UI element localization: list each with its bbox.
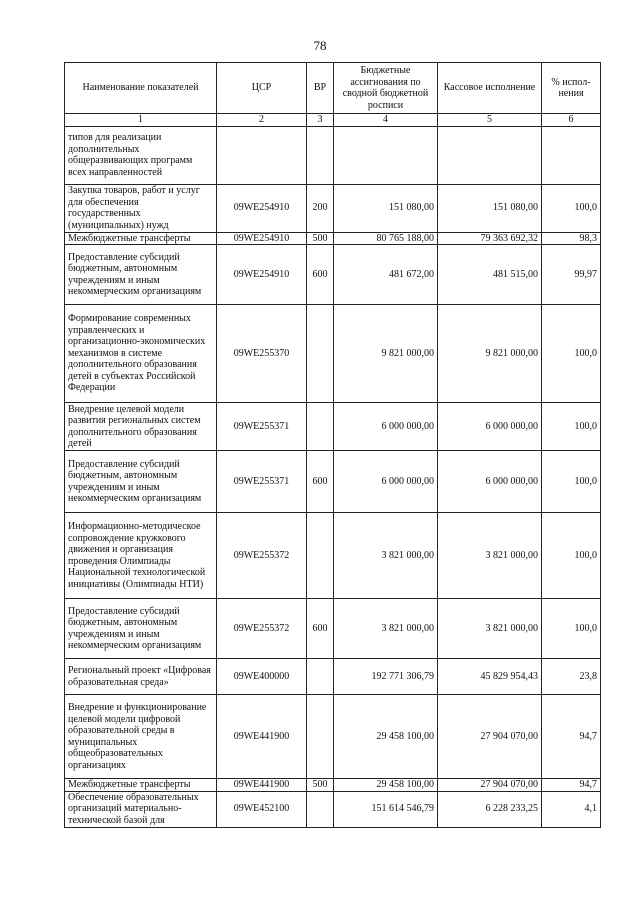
table-row <box>65 659 601 695</box>
table-row <box>65 451 601 513</box>
row-csr: 09WE452100 <box>217 791 307 827</box>
row-cash: 9 821 000,00 <box>438 305 542 403</box>
row-vr <box>307 791 334 827</box>
row-csr: 09WE400000 <box>217 659 307 695</box>
table-row <box>65 513 601 599</box>
row-name: Межбюджетные трансферты <box>65 779 217 792</box>
row-percent: 100,0 <box>542 513 601 599</box>
row-allocation: 3 821 000,00 <box>334 599 438 659</box>
row-csr: 09WE254910 <box>217 184 307 232</box>
row-allocation: 192 771 306,79 <box>334 659 438 695</box>
row-percent: 94,7 <box>542 779 601 792</box>
table-row <box>65 245 601 305</box>
row-csr: 09WE255371 <box>217 451 307 513</box>
row-vr <box>307 695 334 779</box>
row-percent <box>542 126 601 184</box>
row-csr: 09WE254910 <box>217 232 307 245</box>
row-vr: 500 <box>307 779 334 792</box>
row-cash: 3 821 000,00 <box>438 599 542 659</box>
row-allocation: 151 080,00 <box>334 184 438 232</box>
row-vr <box>307 305 334 403</box>
page-number: 78 <box>313 38 327 53</box>
row-name: Информационно-методическое сопровождение кружкового движения и организация проведения Олимпиады Национальной технологической инициативы (Олимпиады НТИ) <box>65 513 217 599</box>
row-percent: 100,0 <box>542 599 601 659</box>
row-csr: 09WE255370 <box>217 305 307 403</box>
row-allocation: 6 000 000,00 <box>334 403 438 451</box>
column-number: 4 <box>334 114 438 127</box>
row-csr <box>217 126 307 184</box>
row-percent: 100,0 <box>542 305 601 403</box>
row-name: типов для реализации дополнительных общеразвивающих программ всех направленностей <box>65 126 217 184</box>
row-name: Обеспечение образовательных организаций материально-технической базой для <box>65 791 217 827</box>
row-vr: 600 <box>307 599 334 659</box>
row-vr <box>307 403 334 451</box>
table-row <box>65 232 601 245</box>
row-vr: 500 <box>307 232 334 245</box>
row-cash <box>438 126 542 184</box>
table-row <box>65 184 601 232</box>
row-name: Внедрение целевой модели развития региональных систем дополнительного образования детей <box>65 403 217 451</box>
row-cash: 79 363 692,32 <box>438 232 542 245</box>
row-percent: 99,97 <box>542 245 601 305</box>
row-name: Внедрение и функционирование целевой модели цифровой образовательной среды в муниципальных общеобразовательных организациях <box>65 695 217 779</box>
row-name: Региональный проект «Цифровая образовательная среда» <box>65 659 217 695</box>
row-percent: 98,3 <box>542 232 601 245</box>
table-row <box>65 403 601 451</box>
column-number: 6 <box>542 114 601 127</box>
row-allocation: 151 614 546,79 <box>334 791 438 827</box>
row-csr: 09WE254910 <box>217 245 307 305</box>
row-allocation: 3 821 000,00 <box>334 513 438 599</box>
column-number: 2 <box>217 114 307 127</box>
header-name: Наименование показателей <box>65 63 217 114</box>
row-percent: 94,7 <box>542 695 601 779</box>
budget-execution-table <box>64 62 601 828</box>
row-percent: 100,0 <box>542 403 601 451</box>
row-csr: 09WE441900 <box>217 695 307 779</box>
header-row <box>65 63 601 114</box>
row-csr: 09WE255371 <box>217 403 307 451</box>
row-name: Формирование современных управленческих и организационно-экономических механизмов в системе дополнительного образования детей в субъектах Российской Федерации <box>65 305 217 403</box>
row-cash: 27 904 070,00 <box>438 695 542 779</box>
table-row <box>65 126 601 184</box>
row-name: Предоставление субсидий бюджетным, автономным учреждениям и иным некоммерческим организациям <box>65 245 217 305</box>
row-allocation: 29 458 100,00 <box>334 695 438 779</box>
row-cash: 27 904 070,00 <box>438 779 542 792</box>
row-name: Межбюджетные трансферты <box>65 232 217 245</box>
table-row <box>65 305 601 403</box>
header-cash: Кассовое исполнение <box>438 63 542 114</box>
row-cash: 151 080,00 <box>438 184 542 232</box>
header-percent: % испол-нения <box>542 63 601 114</box>
row-allocation: 9 821 000,00 <box>334 305 438 403</box>
row-percent: 100,0 <box>542 451 601 513</box>
table-row <box>65 599 601 659</box>
header-csr: ЦСР <box>217 63 307 114</box>
table-row <box>65 695 601 779</box>
row-allocation <box>334 126 438 184</box>
column-number: 1 <box>65 114 217 127</box>
row-allocation: 481 672,00 <box>334 245 438 305</box>
row-vr <box>307 126 334 184</box>
row-allocation: 6 000 000,00 <box>334 451 438 513</box>
row-csr: 09WE255372 <box>217 513 307 599</box>
row-cash: 3 821 000,00 <box>438 513 542 599</box>
row-name: Закупка товаров, работ и услуг для обеспечения государственных (муниципальных) нужд <box>65 184 217 232</box>
row-vr: 600 <box>307 451 334 513</box>
row-cash: 6 000 000,00 <box>438 451 542 513</box>
row-csr: 09WE441900 <box>217 779 307 792</box>
row-cash: 6 000 000,00 <box>438 403 542 451</box>
table-row <box>65 791 601 827</box>
column-number-row <box>65 114 601 127</box>
row-csr: 09WE255372 <box>217 599 307 659</box>
row-vr: 600 <box>307 245 334 305</box>
row-cash: 6 228 233,25 <box>438 791 542 827</box>
row-cash: 45 829 954,43 <box>438 659 542 695</box>
column-number: 3 <box>307 114 334 127</box>
row-allocation: 29 458 100,00 <box>334 779 438 792</box>
row-vr: 200 <box>307 184 334 232</box>
header-allocations: Бюджетные ассигнования по сводной бюджетной росписи <box>334 63 438 114</box>
row-name: Предоставление субсидий бюджетным, автономным учреждениям и иным некоммерческим организациям <box>65 599 217 659</box>
row-cash: 481 515,00 <box>438 245 542 305</box>
table-row <box>65 779 601 792</box>
column-number: 5 <box>438 114 542 127</box>
row-percent: 100,0 <box>542 184 601 232</box>
row-percent: 4,1 <box>542 791 601 827</box>
row-name: Предоставление субсидий бюджетным, автономным учреждениям и иным некоммерческим организациям <box>65 451 217 513</box>
header-vr: ВР <box>307 63 334 114</box>
row-vr <box>307 513 334 599</box>
row-vr <box>307 659 334 695</box>
row-percent: 23,8 <box>542 659 601 695</box>
row-allocation: 80 765 188,00 <box>334 232 438 245</box>
